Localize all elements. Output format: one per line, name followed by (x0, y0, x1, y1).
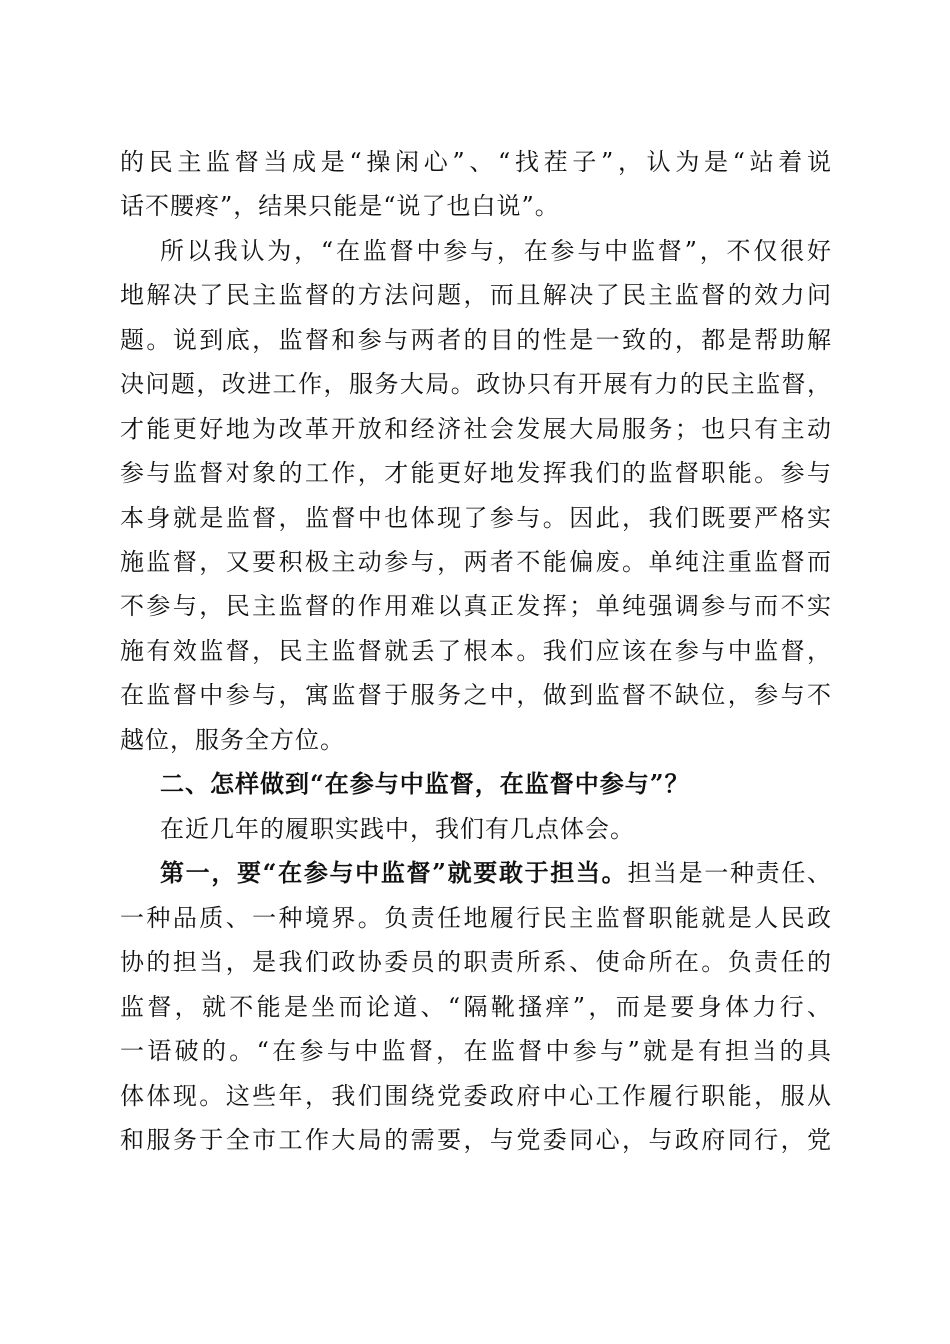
paragraph-2-line-9: 不参与，民主监督的作用难以真正发挥；单纯强调参与而不实 (120, 592, 832, 620)
paragraph-2-line-6: 参与监督对象的工作，才能更好地发挥我们的监督职能。参与 (120, 459, 832, 487)
paragraph-2-line-5: 才能更好地为改革开放和经济社会发展大局服务；也只有主动 (120, 415, 832, 443)
section-heading: 二、怎样做到“在参与中监督，在监督中参与”？ (160, 769, 690, 798)
paragraph-3-line-1: 在近几年的履职实践中，我们有几点体会。 (160, 815, 635, 843)
paragraph-4-line-7: 和服务于全市工作大局的需要，与党委同心，与政府同行，党 (120, 1126, 832, 1154)
paragraph-2-line-11: 在监督中参与，寓监督于服务之中，做到监督不缺位，参与不 (120, 681, 832, 709)
paragraph-4-line-4: 监督，就不能是坐而论道、“隔靴搔痒”，而是要身体力行、 (120, 993, 832, 1021)
paragraph-2-line-12: 越位，服务全方位。 (120, 726, 345, 754)
paragraph-1-line-2: 话不腰疼”，结果只能是“说了也白说”。 (120, 192, 560, 220)
paragraph-2-line-7: 本身就是监督，监督中也体现了参与。因此，我们既要严格实 (120, 504, 832, 532)
paragraph-4-lead-bold: 第一，要“在参与中监督”就要敢于担当。 (160, 858, 628, 887)
paragraph-4-lead-rest: 担当是一种责任、 (627, 859, 833, 887)
paragraph-4-line-6: 体体现。这些年，我们围绕党委政府中心工作履行职能，服从 (120, 1082, 832, 1110)
paragraph-2-line-10: 施有效监督，民主监督就丢了根本。我们应该在参与中监督， (120, 637, 832, 665)
paragraph-2-line-3: 题。说到底，监督和参与两者的目的性是一致的，都是帮助解 (120, 326, 832, 354)
paragraph-4-line-2: 一种品质、一种境界。负责任地履行民主监督职能就是人民政 (120, 904, 832, 932)
paragraph-4-line-3: 协的担当，是我们政协委员的职责所系、使命所在。负责任的 (120, 948, 832, 976)
paragraph-2-line-4: 决问题，改进工作，服务大局。政协只有开展有力的民主监督， (120, 370, 832, 398)
paragraph-2-line-1: 所以我认为，“在监督中参与，在参与中监督”，不仅很好 (160, 237, 832, 265)
paragraph-2-line-8: 施监督，又要积极主动参与，两者不能偏废。单纯注重监督而 (120, 548, 832, 576)
paragraph-2-line-2: 地解决了民主监督的方法问题，而且解决了民主监督的效力问 (120, 281, 832, 309)
paragraph-4-line-1 (160, 851, 832, 895)
paragraph-1-line-1: 的民主监督当成是“操闲心”、“找茬子”，认为是“站着说 (120, 148, 832, 176)
paragraph-4-line-5: 一语破的。“在参与中监督，在监督中参与”就是有担当的具 (120, 1037, 832, 1065)
